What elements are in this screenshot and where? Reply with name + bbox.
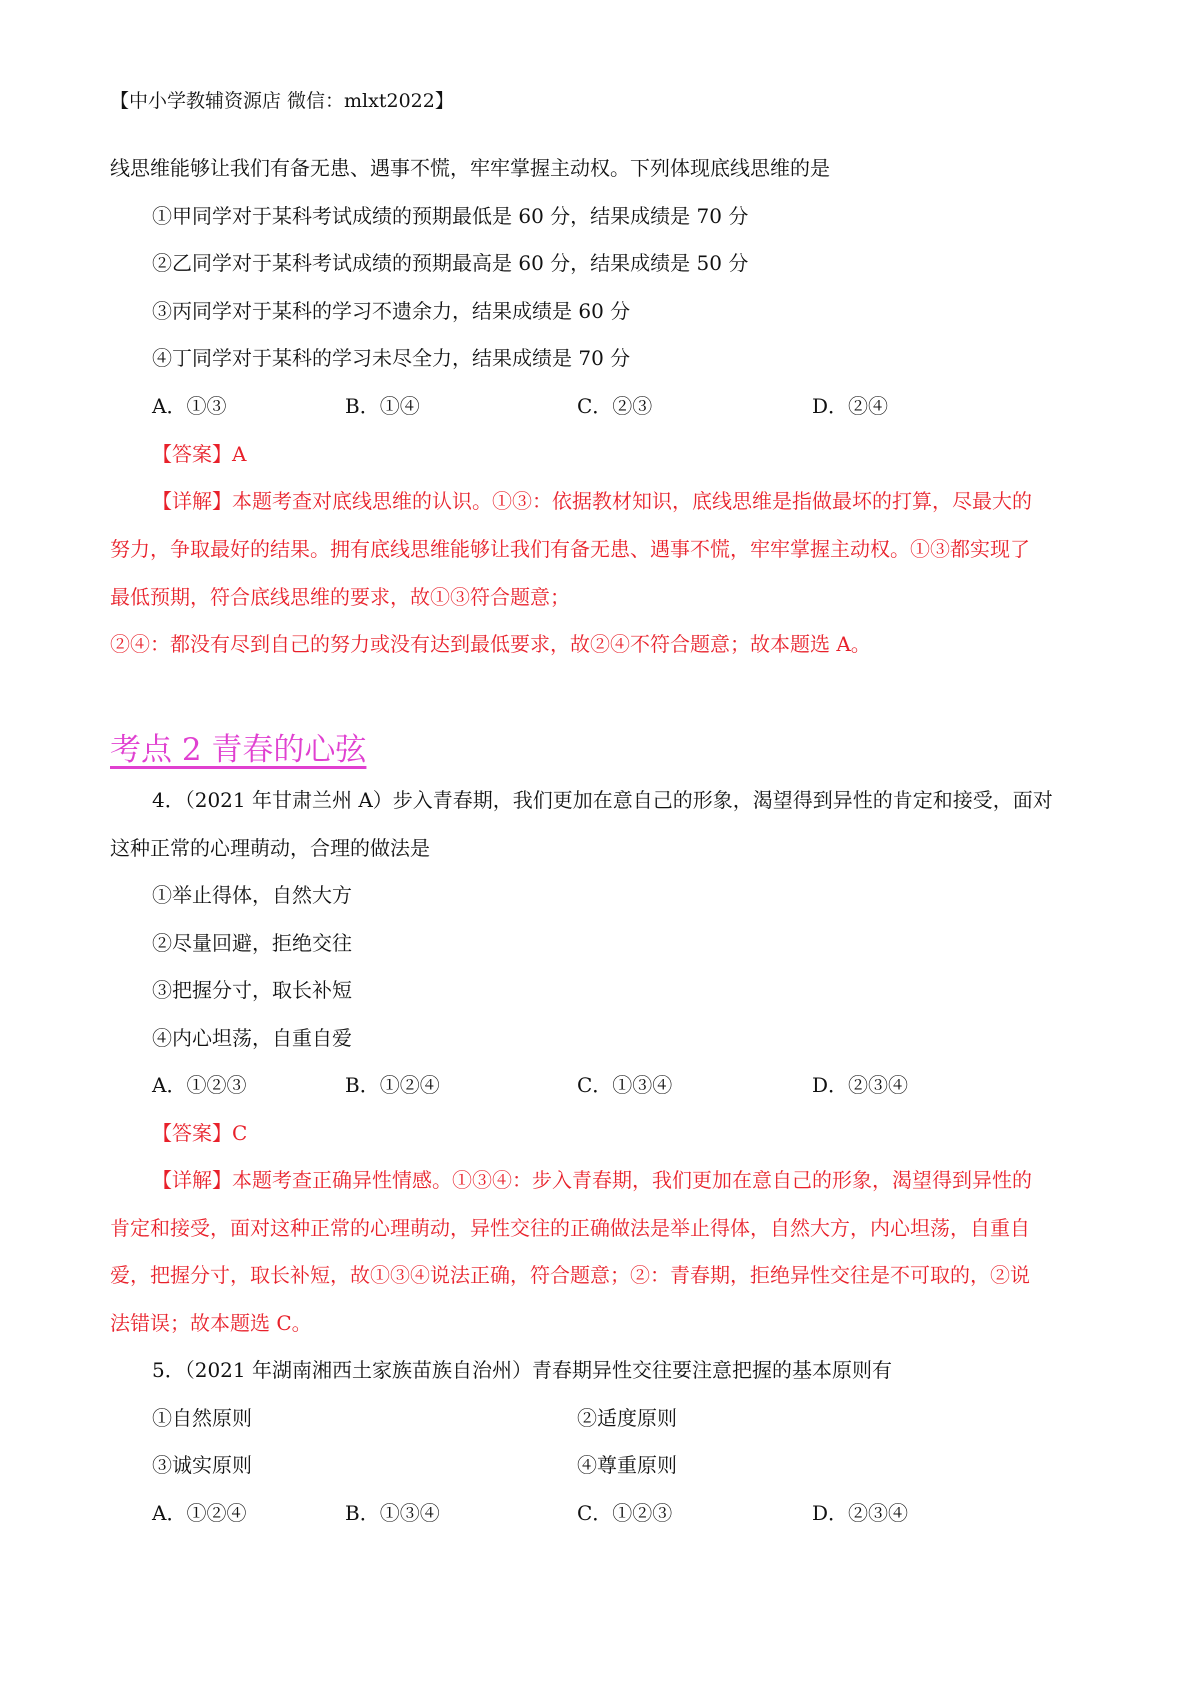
q3-option-c: C．②③: [577, 394, 653, 418]
page-header: 【中小学教辅资源店 微信：mlxt2022】: [110, 90, 454, 112]
q3-item-3: ③丙同学对于某科的学习不遗余力，结果成绩是 60 分: [152, 299, 631, 323]
q5-item-4: ④尊重原则: [577, 1453, 677, 1477]
q4-option-b: B．①②④: [345, 1073, 440, 1097]
q3-answer: 【答案】A: [152, 442, 247, 466]
q4-option-a: A．①②③: [152, 1073, 247, 1097]
q4-explain-2: 肯定和接受，面对这种正常的心理萌动，异性交往的正确做法是举止得体，自然大方，内心坦荡，自重自: [110, 1216, 1030, 1240]
q4-explain-4: 法错误；故本题选 C。: [110, 1311, 312, 1335]
q3-item-1: ①甲同学对于某科考试成绩的预期最低是 60 分，结果成绩是 70 分: [152, 204, 749, 228]
q4-explain-3: 爱，把握分寸，取长补短，故①③④说法正确，符合题意；②：青春期，拒绝异性交往是不可取的，②说: [110, 1263, 1030, 1287]
q3-stem: 线思维能够让我们有备无患、遇事不慌，牢牢掌握主动权。下列体现底线思维的是: [110, 156, 830, 180]
q4-item-2: ②尽量回避，拒绝交往: [152, 931, 352, 955]
q4-stem-2: 这种正常的心理萌动，合理的做法是: [110, 836, 430, 860]
q5-option-a: A．①②④: [152, 1501, 247, 1525]
q4-item-1: ①举止得体，自然大方: [152, 883, 352, 907]
q3-explain-2: 努力，争取最好的结果。拥有底线思维能够让我们有备无患、遇事不慌，牢牢掌握主动权。①③都实现了: [110, 537, 1030, 561]
q3-option-d: D．②④: [812, 394, 889, 418]
q4-answer: 【答案】C: [152, 1121, 248, 1145]
q4-explain-1: 【详解】本题考查正确异性情感。①③④：步入青春期，我们更加在意自己的形象，渴望得到异性的: [152, 1168, 1032, 1192]
q5-item-3: ③诚实原则: [152, 1453, 252, 1477]
q3-item-2: ②乙同学对于某科考试成绩的预期最高是 60 分，结果成绩是 50 分: [152, 251, 749, 275]
q4-option-c: C．①③④: [577, 1073, 673, 1097]
q3-explain-4: ②④：都没有尽到自己的努力或没有达到最低要求，故②④不符合题意；故本题选 A。: [110, 632, 871, 656]
q4-option-d: D．②③④: [812, 1073, 909, 1097]
q5-stem: 5．（2021 年湖南湘西土家族苗族自治州）青春期异性交往要注意把握的基本原则有: [152, 1358, 892, 1382]
q4-item-4: ④内心坦荡，自重自爱: [152, 1026, 352, 1050]
q5-option-b: B．①③④: [345, 1501, 440, 1525]
q3-item-4: ④丁同学对于某科的学习未尽全力，结果成绩是 70 分: [152, 346, 631, 370]
q5-item-2: ②适度原则: [577, 1406, 677, 1430]
q5-option-c: C．①②③: [577, 1501, 673, 1525]
q3-explain-1: 【详解】本题考查对底线思维的认识。①③：依据教材知识，底线思维是指做最坏的打算，尽最大的: [152, 489, 1032, 513]
q5-item-1: ①自然原则: [152, 1406, 252, 1430]
q4-stem-1: 4．（2021 年甘肃兰州 A）步入青春期，我们更加在意自己的形象，渴望得到异性的肯定和接受，面对: [152, 788, 1053, 812]
q3-explain-3: 最低预期，符合底线思维的要求，故①③符合题意；: [110, 585, 570, 609]
q5-option-d: D．②③④: [812, 1501, 909, 1525]
q3-option-b: B．①④: [345, 394, 420, 418]
q3-option-a: A．①③: [152, 394, 227, 418]
q4-item-3: ③把握分寸，取长补短: [152, 978, 352, 1002]
section-title: 考点 2 青春的心弦: [110, 732, 367, 768]
